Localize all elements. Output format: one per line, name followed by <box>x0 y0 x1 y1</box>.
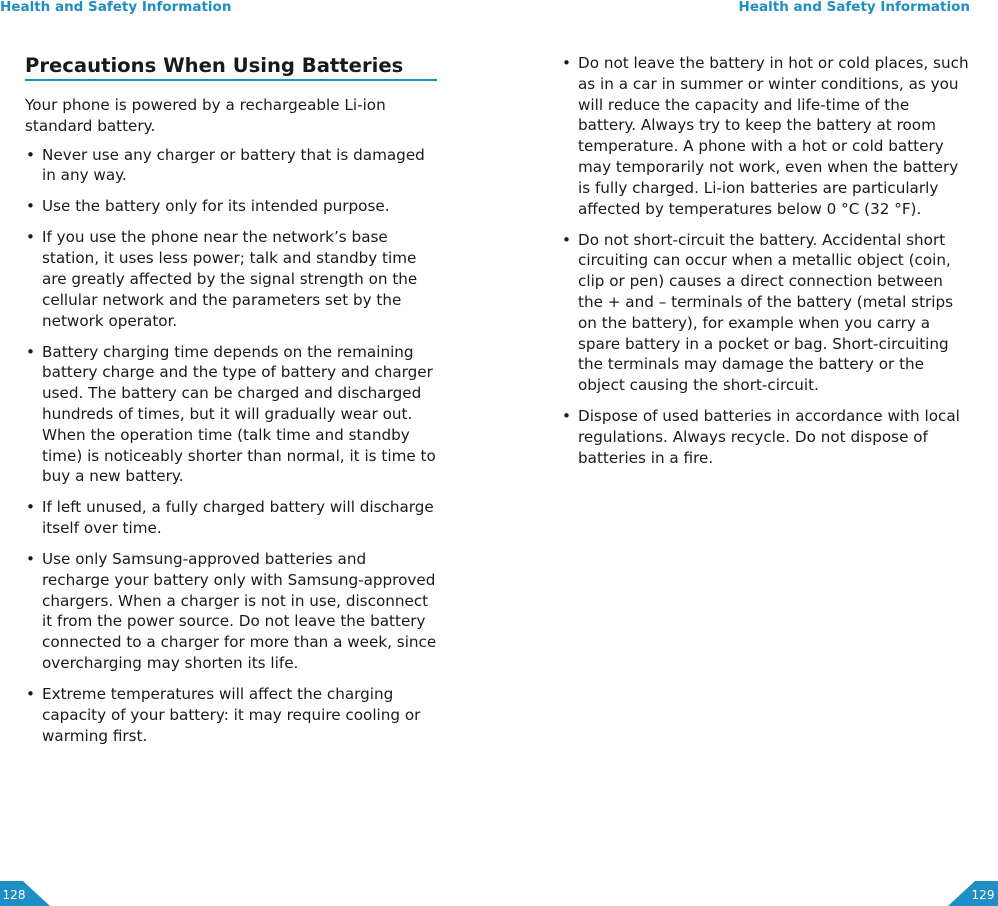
list-item <box>25 196 437 217</box>
bullet-icon: • <box>562 230 571 249</box>
list-item-text: Do not short-circuit the battery. Accidental short circuiting can occur when a metallic object (coin, clip or pen) causes a direct connection between the + and – terminals of the battery (metal strips on the battery), for example when you carry a spare battery in a pocket or bag. Short-circuiting the terminals may damage the battery or the object causing the short-circuit. <box>578 230 954 395</box>
section-title: Precautions When Using Batteries <box>25 54 437 81</box>
list-item <box>25 497 437 539</box>
list-item <box>561 406 971 468</box>
bullet-icon: • <box>26 498 35 517</box>
list-item <box>25 145 437 187</box>
list-item <box>561 53 971 219</box>
list-item-text: Battery charging time depends on the remaining battery charge and the type of battery and charger used. The battery can be charged and discharged hundreds of times, but it will gradually wear out. When the operation time (talk time and standby time) is noticeably shorter than normal, it is time to buy a new battery. <box>42 342 436 486</box>
list-item <box>25 227 437 331</box>
list-item-text: Extreme temperatures will affect the charging capacity of your battery: it may require cooling or warming first. <box>42 685 421 745</box>
page-number: 129 <box>971 888 995 902</box>
list-item-text: Use the battery only for its intended purpose. <box>42 197 390 216</box>
list-item <box>25 684 437 746</box>
bullet-icon: • <box>26 197 35 216</box>
list-item-text: If you use the phone near the network’s base station, it uses less power; talk and standby time are greatly affected by the signal strength on the cellular network and the parameters set by the network operator. <box>42 228 418 330</box>
page-content <box>25 54 437 757</box>
right-page <box>499 0 998 906</box>
intro-paragraph: Your phone is powered by a rechargeable Li-ion standard battery. <box>25 96 386 135</box>
list-item-text: Never use any charger or battery that is damaged in any way. <box>42 145 425 185</box>
bullet-icon: • <box>26 342 35 361</box>
bullet-list <box>25 145 437 747</box>
bullet-icon: • <box>26 145 35 164</box>
bullet-icon: • <box>26 228 35 247</box>
bullet-icon: • <box>26 550 35 569</box>
bullet-icon: • <box>26 685 35 704</box>
running-head: Health and Safety Information <box>738 0 970 15</box>
page-content <box>561 53 971 479</box>
bullet-icon: • <box>562 407 571 426</box>
list-item-text: Do not leave the battery in hot or cold places, such as in a car in summer or winter conditions, as you will reduce the capacity and life-time of the battery. Always try to keep the battery at room temperature. A phone with a hot or cold battery may temporarily not work, even when the battery is fully charged. Li-ion batteries are particularly affected by temperatures below 0 °C (32 °F). <box>578 54 969 218</box>
list-item-text: Use only Samsung-approved batteries and recharge your battery only with Samsung-approved chargers. When a charger is not in use, disconnect it from the power source. Do not leave the battery connected to a charger for more than a week, since overcharging may shorten its life. <box>42 550 437 673</box>
bullet-icon: • <box>562 54 571 72</box>
list-item <box>561 230 971 396</box>
list-item-text: If left unused, a fully charged battery will discharge itself over time. <box>42 498 434 538</box>
list-item <box>25 342 437 488</box>
list-item-text: Dispose of used batteries in accordance with local regulations. Always recycle. Do not dispose of batteries in a fire. <box>578 407 960 467</box>
running-head: Health and Safety Information <box>0 0 232 15</box>
page-number-tab <box>0 878 52 906</box>
page-number-tab <box>946 878 998 906</box>
page-number: 128 <box>2 888 26 902</box>
list-item <box>25 549 437 674</box>
bullet-list <box>561 53 971 469</box>
